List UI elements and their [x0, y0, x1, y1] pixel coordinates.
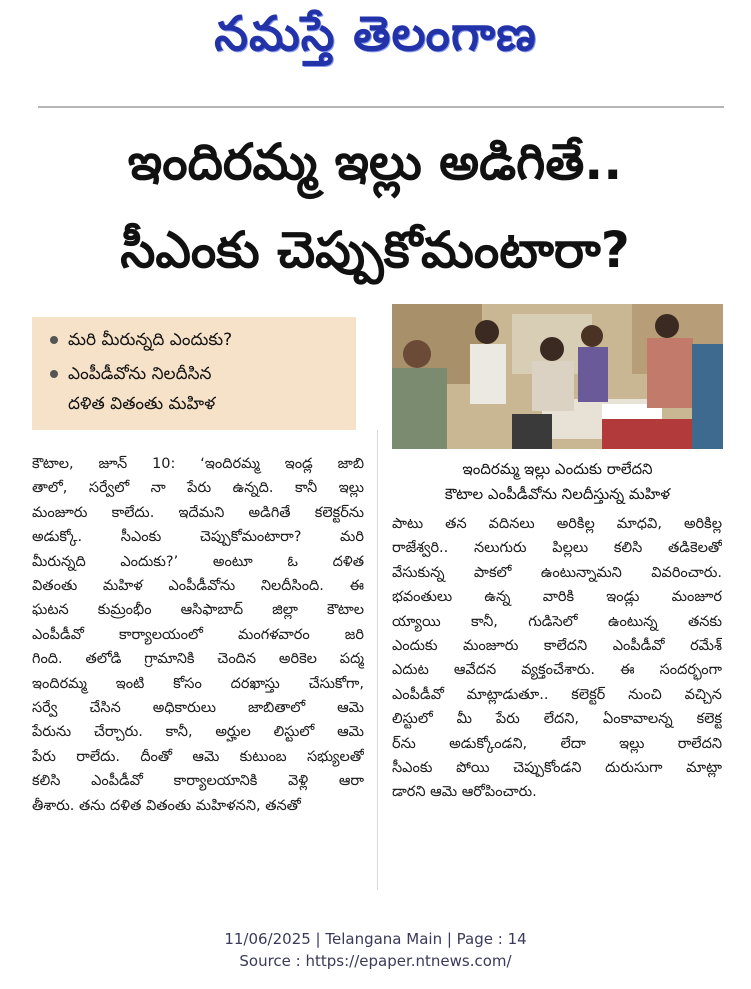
article-line: ర్‌ను అడుక్కోండని, లేదా ఇల్లు రాలేదని	[392, 735, 722, 752]
footer-source-link[interactable]: Source : https://epaper.ntnews.com/	[239, 952, 512, 970]
article-line: డారని ఆమె ఆరోపించారు.	[392, 784, 537, 801]
article-right-column	[392, 512, 722, 805]
highlight-text: ఎంపీడీవోను నిలదీసిన	[68, 364, 212, 384]
column-divider	[377, 430, 378, 890]
article-line: ఎంపీడీవో మాట్లాడుతూ.. కలెక్టర్ నుంచి వచ్చిన	[392, 686, 722, 703]
article-line: పేరును చేర్చారు. కానీ, అర్హుల లిస్టులో ఆమె	[32, 724, 364, 741]
article-line: య్యాయి కానీ, గుడిసెలో ఉంటున్న తనకు	[392, 613, 722, 630]
highlight-text: దళిత వితంతు మహిళ	[68, 394, 216, 414]
article-line: మంజూరు కాలేదు. ఇదేమని అడిగితే కలెక్టర్‌ను	[32, 504, 364, 521]
highlights-box	[32, 317, 356, 430]
article-line: వేసుకున్న పాకలో ఉంటున్నామని వివరించారు.	[392, 564, 722, 581]
header-divider	[38, 106, 724, 108]
bullet-icon	[50, 370, 58, 378]
highlight-item-continued	[68, 393, 215, 415]
article-line: తాలో, సర్వేలో నా పేరు ఉన్నది. కానీ ఇల్లు	[32, 480, 364, 497]
article-line: ఎంపీడీవో కార్యాలయంలో మంగళవారం జరి	[32, 626, 364, 643]
article-line: ఎదుట ఆవేదన వ్యక్తంచేశారు. ఈ సందర్భంగా	[392, 662, 722, 679]
headline-line-1: ఇందిరమ్మ ఇల్లు అడిగితే..	[127, 133, 623, 191]
article-line: పేరు రాలేదు. దీంతో ఆమె కుటుంబ సభ్యులతో	[32, 748, 364, 765]
article-line: మీరున్నది ఎందుకు?’ అంటూ ఓ దళిత	[32, 553, 364, 570]
article-left-column	[32, 452, 364, 818]
article-line: పాటు తన వదినలు అరికిల్ల మాధవి, అరికిల్ల	[392, 516, 722, 532]
article-line: వితంతు మహిళ ఎంపీడీవోను నిలదీసింది. ఈ	[32, 578, 364, 595]
highlight-item	[50, 363, 211, 385]
photo-caption-line-1: ఇందిరమ్మ ఇల్లు ఎందుకు రాలేదని	[462, 460, 653, 478]
newspaper-title: నమస్తే తెలంగాణ	[214, 6, 537, 62]
article-line: ఎందుకు మంజూరు కాలేదని ఎంపీడీవో రమేశ్	[392, 638, 722, 655]
article-line: గింది. తలోడి గ్రామానికి చెందిన అరికెల పద్మ	[32, 651, 364, 668]
article-line: భవంతులు ఉన్న వారికి ఇండ్లు మంజూర	[392, 589, 722, 606]
news-photo	[392, 304, 723, 449]
masthead-logo	[0, 0, 751, 82]
article-line: అడుక్కో. సీఎంకు చెప్పుకోమంటారా? మరి	[32, 529, 364, 546]
highlight-item	[50, 329, 232, 351]
article-line: సర్వే చేసిన అధికారులు జాబితాలో ఆమె	[32, 700, 364, 717]
highlight-text: మరి మీరున్నది ఎందుకు?	[68, 330, 233, 350]
article-line: ఘటన కుమ్రంభీం ఆసిఫాబాద్ జిల్లా కౌటాల	[32, 602, 364, 619]
article-line: తీశారు. తను దళిత వితంతు మహిళనని, తనతో	[32, 797, 301, 814]
article-line: కౌటాల, జూన్ 10: ‘ఇందిరమ్మ ఇండ్ల జాబి	[32, 456, 364, 472]
article-line: లిస్టులో మీ పేరు లేదని, ఏంకావాలన్న కలెక్ట	[392, 711, 722, 728]
photo-illustration	[392, 304, 723, 449]
bullet-icon	[50, 336, 58, 344]
article-line: రాజేశ్వరి.. నలుగురు పిల్లలు కలిసి తడికెలతో	[392, 540, 722, 557]
photo-caption-line-2: కౌటాల ఎంపీడీవోను నిలదీస్తున్న మహిళ	[444, 485, 671, 503]
article-line: కలిసి ఎంపీడీవో కార్యాలయానికి వెళ్లి ఆరా	[32, 773, 364, 790]
article-line: సీఎంకు పోయి చెప్పుకోండని దురుసుగా మాట్లా	[392, 760, 722, 777]
footer-date-edition: 11/06/2025 | Telangana Main | Page : 14	[224, 930, 527, 948]
article-line: ఇందిరమ్మ ఇంటి కోసం దరఖాస్తు చేసుకోగా,	[32, 675, 364, 692]
headline-line-2: సీఎంకు చెప్పుకోమంటారా?	[120, 221, 630, 279]
